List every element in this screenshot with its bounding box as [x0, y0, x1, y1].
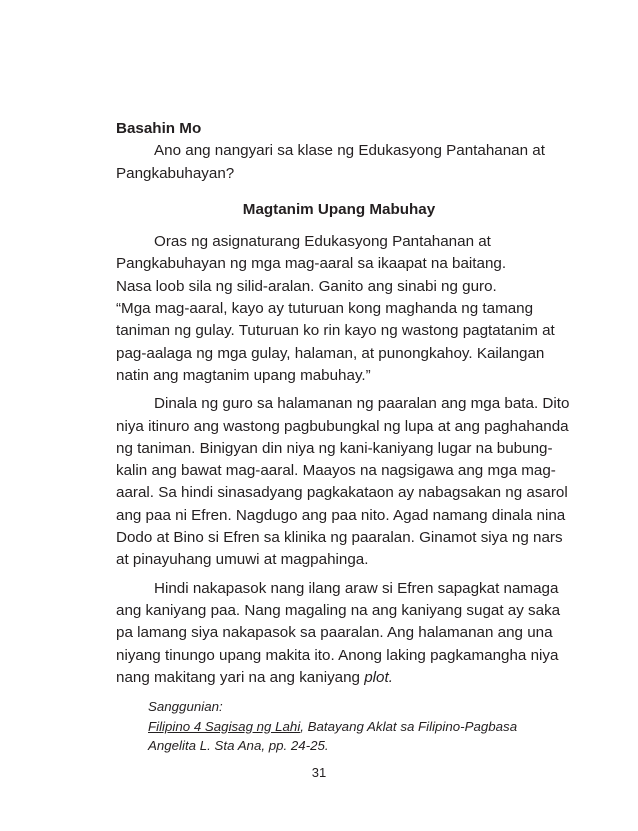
reading-question [116, 140, 562, 185]
source-citation [116, 697, 562, 756]
paragraph-line: “Mga mag-aaral, kayo ay tuturuan kong maghanda ng tamang [116, 300, 534, 318]
question-line-2: Pangkabuhayan? [116, 164, 235, 182]
paragraph-line: pag-aalaga ng mga gulay, halaman, at punongkahoy. Kailangan [116, 344, 545, 362]
paragraph-line: Oras ng asignaturang Edukasyong Pantahanan at [154, 233, 491, 251]
question-line-1: Ano ang nangyari sa klase ng Edukasyong Pantahanan at [154, 142, 545, 160]
story-paragraph-2 [116, 393, 570, 571]
paragraph-line: aaral. Sa hindi sinasadyang pagkakataon ay nabagsakan ng asarol [116, 484, 568, 502]
page-number: 31 [311, 765, 327, 780]
paragraph-line: Pangkabuhayan ng mga mag-aaral sa ikaapat na baitang. [116, 255, 507, 273]
paragraph-line: Dodo at Bino si Efren sa klinika ng paaralan. Ginamot siya ng nars [116, 529, 563, 547]
paragraph-line: Dinala ng guro sa halamanan ng paaralan ang mga bata. Dito [154, 395, 570, 413]
section-heading: Basahin Mo [116, 120, 202, 137]
citation-book [148, 717, 562, 737]
paragraph-line: ang paa ni Efren. Nagdugo ang paa nito. Agad namang dinala nina [116, 506, 566, 524]
paragraph-line: Nasa loob sila ng silid-aralan. Ganito ang sinabi ng guro. [116, 277, 497, 295]
paragraph-last-line [116, 667, 562, 689]
paragraph-line: at pinayuhang umuwi at magpahinga. [116, 551, 369, 569]
paragraph-line: natin ang magtanim upang mabuhay.” [116, 366, 371, 384]
citation-label: Sanggunian: [148, 699, 223, 715]
paragraph-line: ang kaniyang paa. Nang magaling na ang kaniyang sugat ay saka [116, 601, 561, 619]
paragraph-line: pa lamang siya nakapasok sa paaralan. Ang halamanan ang una [116, 624, 553, 642]
story-paragraph-3 [116, 578, 562, 689]
paragraph-line: taniman ng gulay. Tuturuan ko rin kayo ng wastong pagtatanim at [116, 322, 555, 340]
story-title: Magtanim Upang Mabuhay [242, 200, 436, 218]
paragraph-line-text: nang makitang yari na ang kaniyang [116, 668, 365, 686]
citation-book-title: Filipino 4 Sagisag ng Lahi [148, 718, 301, 734]
story-paragraph-1 [116, 231, 562, 387]
page-content [116, 118, 570, 756]
citation-book-rest: , Batayang Aklat sa Filipino-Pagbasa [300, 718, 518, 734]
paragraph-line: kalin ang bawat mag-aaral. Maayos na nagsigawa ang mga mag- [116, 462, 556, 480]
citation-author: Angelita L. Sta Ana, pp. 24-25. [148, 738, 329, 754]
paragraph-line: Hindi nakapasok nang ilang araw si Efren sapagkat namaga [154, 579, 559, 597]
emphasized-word: plot. [364, 668, 393, 686]
paragraph-line: niya itinuro ang wastong pagbubungkal ng lupa at ang paghahanda [116, 417, 569, 435]
paragraph-line: niyang tinungo upang makita ito. Anong laking pagkamangha niya [116, 646, 559, 664]
paragraph-line: ng taniman. Binigyan din niya ng kani-kaniyang lugar na bubung- [116, 439, 553, 457]
